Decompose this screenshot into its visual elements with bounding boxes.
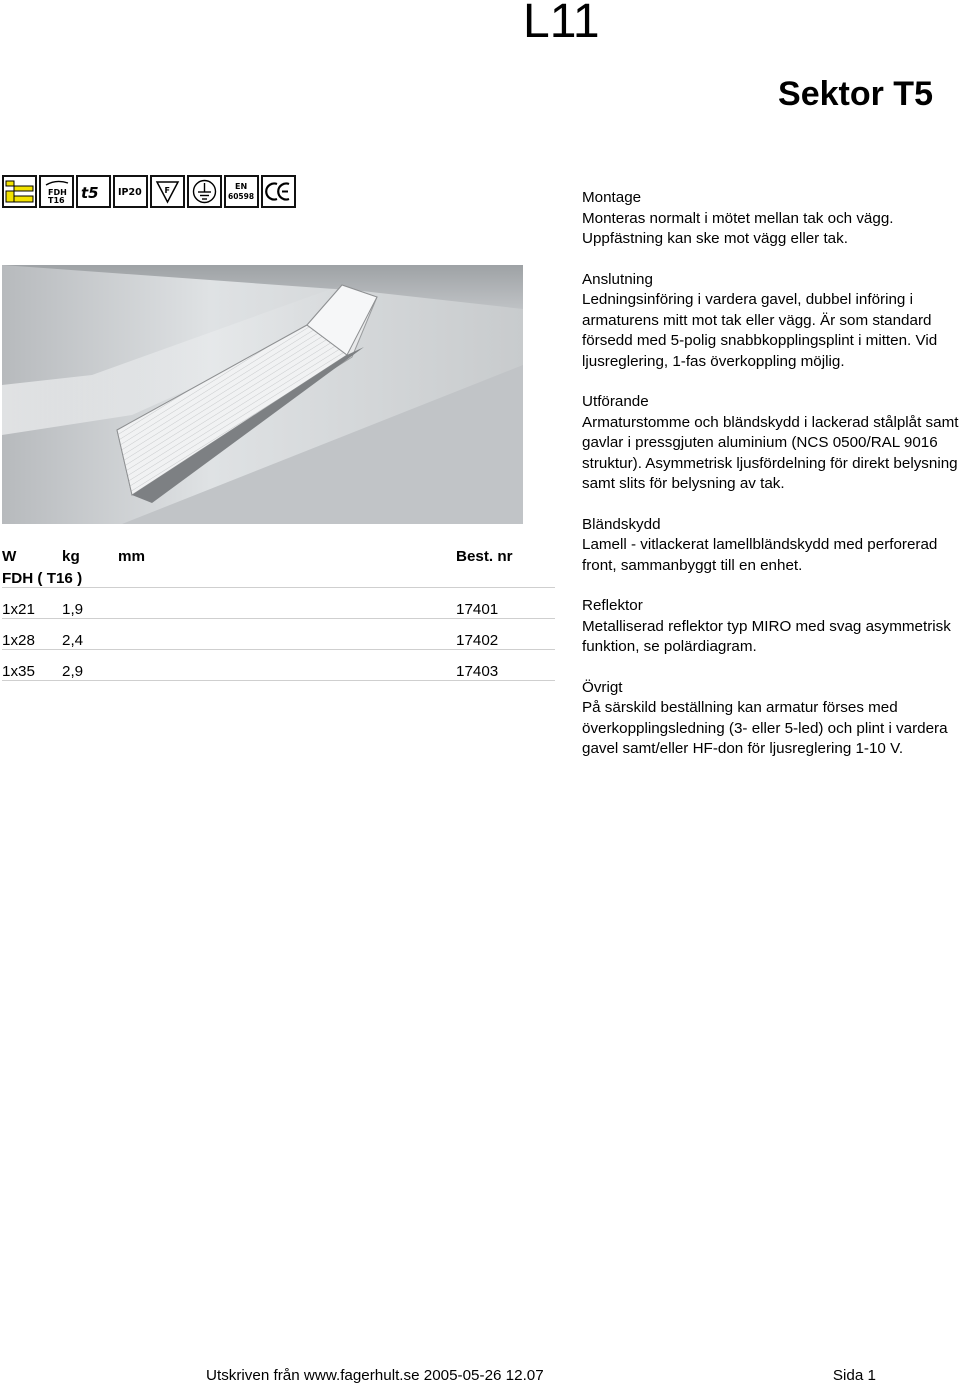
table-row — [2, 619, 555, 650]
cell-kg: 2,9 — [62, 650, 118, 681]
ip20-icon — [113, 175, 148, 208]
column-header-mm: mm — [118, 548, 146, 565]
document-code: L11 — [523, 0, 600, 48]
en-number-label: 60598 — [228, 192, 255, 201]
cell-mm — [118, 619, 456, 650]
product-title: Sektor T5 — [778, 75, 933, 113]
page-number: Sida 1 — [832, 1367, 876, 1384]
cell-order-number: 17403 — [456, 650, 555, 681]
en-label: EN — [235, 182, 248, 191]
cell-kg: 1,9 — [62, 588, 118, 619]
column-header-w: W — [2, 548, 17, 565]
ip20-label: IP20 — [118, 187, 142, 198]
column-header-kg: kg — [62, 548, 80, 565]
group-label: FDH ( T16 ) — [2, 565, 555, 588]
column-header-order-number: Best. nr — [456, 548, 513, 565]
cell-order-number: 17402 — [456, 619, 555, 650]
cell-order-number: 17401 — [456, 588, 555, 619]
earth-ground-icon — [187, 175, 222, 208]
table-group-row — [2, 565, 555, 588]
product-photo — [2, 265, 523, 524]
section-text-montage: Monteras normalt i mötet mellan tak och vägg. Uppfästning kan ske mot vägg eller tak. — [582, 209, 894, 247]
section-heading-blandskydd: Bländskydd — [582, 515, 661, 533]
en-60598-icon — [224, 175, 259, 208]
section-text-anslutning: Ledningsinföring i vardera gavel, dubbel införing i armaturens mitt mot tak eller vägg. Är som standard försedd med 5-polig snabbkopplingsplint i mitten. Vid ljusreglering, 1-fas överkoppling möjlig. — [582, 291, 938, 370]
section-heading-montage: Montage — [582, 189, 642, 206]
section-text-ovrigt: På särskild beställning kan armatur förses med överkopplingsledning (3- eller 5-led) och plint i vardera gavel samt/eller HF-don för ljusreglering 1-10 V. — [582, 699, 948, 757]
section-heading-anslutning: Anslutning — [582, 270, 653, 288]
table-row — [2, 650, 555, 681]
fdh-label: FDH — [48, 188, 67, 197]
section-heading-reflektor: Reflektor — [582, 597, 643, 614]
section-heading-ovrigt: Övrigt — [582, 678, 623, 696]
fdh-t16-icon — [39, 175, 74, 208]
t5-label: t5 — [81, 184, 99, 202]
cell-mm — [118, 588, 456, 619]
product-table — [2, 540, 555, 681]
ce-mark-icon — [261, 175, 296, 208]
page-footer — [206, 1367, 876, 1384]
f-label: F — [164, 186, 170, 195]
section-text-reflektor: Metalliserad reflektor typ MIRO med svag asymmetrisk funktion, se polärdiagram. — [582, 617, 951, 655]
cell-w: 1x21 — [2, 588, 62, 619]
t16-label: T16 — [48, 196, 65, 205]
printed-from-text: Utskriven från www.fagerhult.se 2005-05-26 12.07 — [206, 1367, 544, 1384]
section-text-blandskydd: Lamell - vitlackerat lamellbländskydd med perforerad front, sammanbyggt till en enhet. — [582, 536, 938, 574]
cell-w: 1x35 — [2, 650, 62, 681]
cell-kg: 2,4 — [62, 619, 118, 650]
f-mark-icon — [150, 175, 185, 208]
t5-icon — [76, 175, 111, 208]
table-row — [2, 588, 555, 619]
section-text-utforande: Armaturstomme och bländskydd i lackerad stålplåt samt gavlar i pressgjuten aluminium (NCS 0500/RAL 9016 struktur). Asymmetrisk ljusfördelning för direkt belysning samt slits för belysning av tak. — [582, 413, 959, 492]
table-header-row — [2, 540, 555, 565]
cell-mm — [118, 650, 456, 681]
certification-icons — [2, 175, 296, 208]
section-heading-utforande: Utförande — [582, 393, 649, 410]
luminaire-mark-icon — [2, 175, 37, 208]
cell-w: 1x28 — [2, 619, 62, 650]
specification-text — [582, 188, 960, 780]
